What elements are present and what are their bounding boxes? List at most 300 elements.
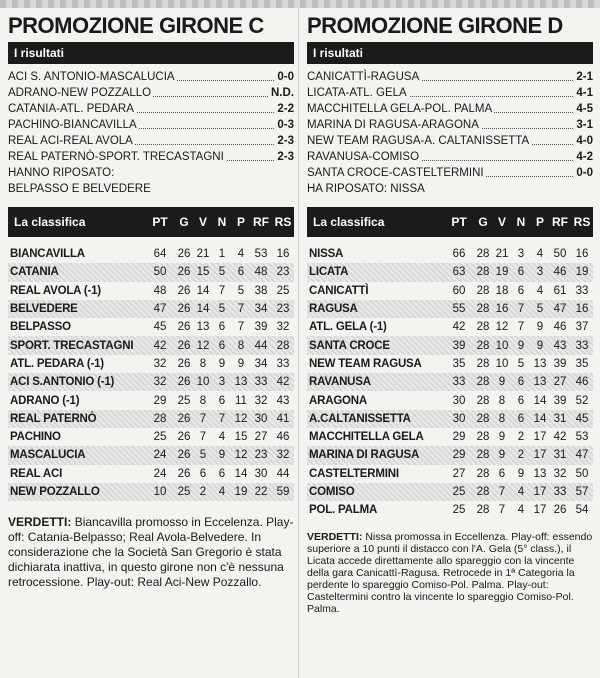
stat-v: 5 xyxy=(199,449,207,462)
result-score: 4-5 xyxy=(576,103,593,115)
stat-rs: 33 xyxy=(276,357,290,370)
stat-n: 4 xyxy=(517,504,525,517)
stat-g: 28 xyxy=(476,394,490,407)
stat-pt: 55 xyxy=(452,303,466,316)
result-row xyxy=(307,149,593,165)
stat-v: 10 xyxy=(495,339,509,352)
stat-p: 13 xyxy=(234,376,248,389)
stat-p: 7 xyxy=(237,303,245,316)
stat-g: 26 xyxy=(177,248,191,261)
result-row xyxy=(8,117,294,133)
stat-v: 9 xyxy=(498,376,506,389)
stat-p: 4 xyxy=(536,284,544,297)
col-header-g: G xyxy=(179,215,189,229)
stat-n: 3 xyxy=(218,376,226,389)
stat-g: 28 xyxy=(476,321,490,334)
stat-rf: 50 xyxy=(553,248,567,261)
stat-n: 6 xyxy=(218,321,226,334)
stat-p: 7 xyxy=(237,321,245,334)
stat-pt: 42 xyxy=(452,321,466,334)
top-border-strip xyxy=(0,0,600,8)
result-row xyxy=(307,133,593,149)
team-name: NISSA xyxy=(309,248,344,261)
stat-pt: 29 xyxy=(452,449,466,462)
stat-n: 6 xyxy=(517,394,525,407)
col-header-rs: RS xyxy=(573,215,591,229)
stat-rs: 43 xyxy=(276,394,290,407)
col-header-g: G xyxy=(478,215,488,229)
stat-g: 26 xyxy=(177,321,191,334)
stat-n: 4 xyxy=(218,431,226,444)
stat-rf: 23 xyxy=(254,449,268,462)
stat-v: 10 xyxy=(495,357,509,370)
stat-v: 18 xyxy=(495,284,509,297)
stat-rs: 16 xyxy=(575,303,589,316)
stat-rs: 54 xyxy=(575,504,589,517)
stat-p: 14 xyxy=(533,412,547,425)
team-name: CASTELTERMINI xyxy=(309,467,399,480)
team-name: REAL PATERNÒ xyxy=(10,412,97,425)
team-name: ATL. PEDARA (-1) xyxy=(10,357,104,370)
stat-rf: 47 xyxy=(553,303,567,316)
result-match: NEW TEAM RAGUSA-A. CALTANISSETTA xyxy=(307,135,530,147)
team-name: SANTA CROCE xyxy=(309,339,390,352)
stat-g: 26 xyxy=(177,467,191,480)
stat-pt: 39 xyxy=(452,339,466,352)
result-row xyxy=(307,117,593,133)
stat-rf: 30 xyxy=(254,412,268,425)
stat-rs: 47 xyxy=(575,449,589,462)
stat-rs: 52 xyxy=(575,394,589,407)
result-match: PACHINO-BIANCAVILLA xyxy=(8,119,137,131)
table-row xyxy=(307,318,593,336)
stat-pt: 64 xyxy=(153,248,167,261)
stat-g: 25 xyxy=(177,486,191,498)
stat-n: 6 xyxy=(517,376,525,389)
table-row xyxy=(307,446,593,464)
stat-p: 5 xyxy=(237,284,245,297)
col-header-rf: RF xyxy=(552,215,568,229)
stat-rs: 46 xyxy=(575,376,589,389)
rest-teams: BELPASSO E BELVEDERE xyxy=(8,183,151,195)
stat-v: 15 xyxy=(196,266,210,279)
verdetti-text: Nissa promossa in Eccellenza. Play-off: essendo superiore a 10 punti il distacco con l'A. Gela (5° class.), il Licata accede direttamente allo spareggio con la vincente della gara Canicattì-Ragusa. Retrocede in 1ª Categoria la perdente lo spareggio Comiso-Pol. Palma. Play-out: Casteltermini contro la vincente lo spareggio Comiso-Pol. Palma. xyxy=(307,531,593,616)
stat-rs: 53 xyxy=(575,431,589,444)
result-score: N.D. xyxy=(271,87,294,99)
stat-rs: 16 xyxy=(575,248,589,261)
stat-n: 1 xyxy=(218,248,226,261)
verdetti-label: VERDETTI: xyxy=(8,515,72,530)
stat-rs: 35 xyxy=(575,357,589,370)
team-name: MACCHITELLA GELA xyxy=(309,431,424,444)
stat-rs: 23 xyxy=(276,266,290,279)
table-row xyxy=(307,501,593,519)
girone-c-title: PROMOZIONE GIRONE C xyxy=(8,13,264,38)
stat-pt: 25 xyxy=(452,486,466,498)
result-score: 4-1 xyxy=(576,87,593,99)
stat-v: 12 xyxy=(495,321,509,334)
stat-n: 9 xyxy=(517,467,525,480)
team-name: LICATA xyxy=(309,266,349,279)
stat-rf: 39 xyxy=(553,357,567,370)
stat-rf: 46 xyxy=(553,321,567,334)
stat-rs: 46 xyxy=(276,431,290,444)
table-row xyxy=(307,391,593,409)
stat-rs: 28 xyxy=(276,339,290,352)
result-score: 4-2 xyxy=(576,151,593,163)
stat-v: 10 xyxy=(196,376,210,389)
table-row xyxy=(307,263,593,281)
stat-n: 2 xyxy=(517,449,525,462)
stat-pt: 25 xyxy=(452,504,466,517)
result-match: ACI S. ANTONIO-MASCALUCIA xyxy=(8,71,175,83)
table-row xyxy=(8,428,294,446)
stat-pt: 60 xyxy=(452,284,466,297)
standings-label: La classifica xyxy=(14,215,86,229)
table-row xyxy=(8,300,294,318)
stat-rs: 25 xyxy=(276,284,290,297)
stat-g: 28 xyxy=(476,449,490,462)
stat-v: 7 xyxy=(199,412,207,425)
stat-v: 13 xyxy=(196,321,210,334)
result-match: CATANIA-ATL. PEDARA xyxy=(8,103,134,115)
table-row xyxy=(307,282,593,300)
stat-n: 4 xyxy=(218,486,226,498)
stat-rf: 34 xyxy=(254,303,268,316)
girone-d-verdetti xyxy=(307,531,593,615)
stat-n: 5 xyxy=(517,357,525,370)
stat-v: 12 xyxy=(196,339,210,352)
standings-label: La classifica xyxy=(313,215,385,229)
stat-p: 17 xyxy=(533,504,547,517)
stat-p: 9 xyxy=(536,321,544,334)
stat-v: 14 xyxy=(196,303,210,316)
team-name: SPORT. TRECASTAGNI xyxy=(10,339,134,352)
team-name: PACHINO xyxy=(10,431,61,444)
stat-rs: 33 xyxy=(575,284,589,297)
stat-rf: 33 xyxy=(254,376,268,389)
table-row xyxy=(8,483,294,501)
result-row xyxy=(307,101,593,117)
table-row xyxy=(8,336,294,354)
stat-v: 6 xyxy=(199,467,207,480)
stat-rf: 53 xyxy=(254,248,268,261)
stat-v: 6 xyxy=(498,467,506,480)
stat-g: 26 xyxy=(177,357,191,370)
table-row xyxy=(8,446,294,464)
team-name: REAL AVOLA (-1) xyxy=(10,284,101,297)
girone-d-results xyxy=(307,69,593,197)
team-name: ACI S.ANTONIO (-1) xyxy=(10,376,115,389)
stat-n: 7 xyxy=(218,284,226,297)
stat-p: 12 xyxy=(234,412,248,425)
stat-p: 5 xyxy=(536,303,544,316)
stat-v: 9 xyxy=(498,449,506,462)
stat-p: 4 xyxy=(536,248,544,261)
stat-p: 11 xyxy=(235,394,247,407)
stat-rf: 31 xyxy=(553,449,567,462)
stat-n: 6 xyxy=(517,412,525,425)
stat-rf: 42 xyxy=(553,431,567,444)
stat-g: 25 xyxy=(177,394,191,407)
stat-rf: 22 xyxy=(254,486,268,498)
stat-rs: 16 xyxy=(276,248,290,261)
result-match: SANTA CROCE-CASTELTERMINI xyxy=(307,167,484,179)
col-header-rs: RS xyxy=(274,215,292,229)
stat-rs: 45 xyxy=(575,412,589,425)
stat-n: 6 xyxy=(517,266,525,279)
stat-n: 9 xyxy=(517,339,525,352)
stat-n: 9 xyxy=(218,449,226,462)
stat-pt: 29 xyxy=(153,394,167,407)
result-match: REAL ACI-REAL AVOLA xyxy=(8,135,133,147)
stat-g: 28 xyxy=(476,431,490,444)
table-row xyxy=(307,373,593,391)
stat-rs: 32 xyxy=(276,449,290,462)
team-name: ATL. GELA (-1) xyxy=(309,321,387,334)
col-header-pt: PT xyxy=(152,215,168,229)
stat-rf: 61 xyxy=(553,284,567,297)
table-row xyxy=(8,318,294,336)
table-row xyxy=(307,245,593,263)
stat-p: 17 xyxy=(533,431,547,444)
stat-pt: 32 xyxy=(153,376,167,389)
table-row xyxy=(307,483,593,501)
table-row xyxy=(8,263,294,281)
stat-pt: 33 xyxy=(452,376,466,389)
stat-p: 13 xyxy=(533,376,547,389)
table-row xyxy=(307,336,593,354)
result-row xyxy=(307,85,593,101)
stat-g: 28 xyxy=(476,266,490,279)
stat-p: 19 xyxy=(234,486,248,498)
stat-rf: 48 xyxy=(254,266,268,279)
stat-rs: 59 xyxy=(276,486,290,498)
stat-rf: 38 xyxy=(254,284,268,297)
result-score: 0-3 xyxy=(277,119,294,131)
stat-g: 26 xyxy=(177,376,191,389)
stat-pt: 35 xyxy=(452,357,466,370)
stat-rf: 26 xyxy=(553,504,567,517)
stat-v: 16 xyxy=(495,303,509,316)
stat-g: 28 xyxy=(476,376,490,389)
girone-c-standings-header xyxy=(8,207,294,237)
stat-pt: 45 xyxy=(153,321,167,334)
stat-v: 7 xyxy=(199,431,207,444)
stat-pt: 24 xyxy=(153,449,167,462)
stat-g: 28 xyxy=(476,412,490,425)
col-header-rf: RF xyxy=(253,215,269,229)
table-row xyxy=(307,300,593,318)
column-divider xyxy=(298,8,299,678)
team-name: REAL ACI xyxy=(10,467,63,480)
team-name: ADRANO (-1) xyxy=(10,394,80,407)
stat-pt: 30 xyxy=(452,412,466,425)
stat-n: 6 xyxy=(517,284,525,297)
stat-v: 21 xyxy=(196,248,210,261)
stat-v: 8 xyxy=(498,394,506,407)
stat-v: 21 xyxy=(495,248,509,261)
stat-v: 2 xyxy=(199,486,207,498)
stat-rf: 34 xyxy=(254,357,268,370)
result-score: 2-1 xyxy=(576,71,593,83)
stat-n: 6 xyxy=(218,467,226,480)
stat-rs: 33 xyxy=(575,339,589,352)
stat-p: 4 xyxy=(237,248,245,261)
stat-n: 7 xyxy=(218,412,226,425)
result-score: 2-3 xyxy=(277,151,294,163)
stat-g: 28 xyxy=(476,486,490,498)
stat-p: 14 xyxy=(533,394,547,407)
girone-c-results xyxy=(8,69,294,197)
stat-pt: 42 xyxy=(153,339,167,352)
team-name: POL. PALMA xyxy=(309,504,378,517)
girone-c-verdetti xyxy=(8,515,294,590)
result-row xyxy=(307,165,593,181)
stat-pt: 28 xyxy=(153,412,167,425)
stat-pt: 30 xyxy=(452,394,466,407)
stat-g: 28 xyxy=(476,504,490,517)
stat-p: 14 xyxy=(234,467,248,480)
result-score: 0-0 xyxy=(576,167,593,179)
team-name: CANICATTÌ xyxy=(309,284,369,297)
stat-rf: 39 xyxy=(553,394,567,407)
table-row xyxy=(307,355,593,373)
stat-p: 3 xyxy=(536,266,544,279)
girone-c-standings-table xyxy=(8,245,294,501)
table-row xyxy=(8,391,294,409)
result-score: 2-2 xyxy=(277,103,294,115)
result-match: MACCHITELLA GELA-POL. PALMA xyxy=(307,103,493,115)
stat-n: 9 xyxy=(218,357,226,370)
table-row xyxy=(8,465,294,483)
table-row xyxy=(8,282,294,300)
table-row xyxy=(8,373,294,391)
stat-v: 19 xyxy=(495,266,509,279)
stat-n: 5 xyxy=(218,303,226,316)
stat-rs: 41 xyxy=(276,412,290,425)
girone-d-standings-table xyxy=(307,245,593,519)
stat-g: 26 xyxy=(177,449,191,462)
result-score: 0-0 xyxy=(277,71,294,83)
rest-label: HANNO RIPOSATO: xyxy=(8,167,115,179)
stat-rs: 42 xyxy=(276,376,290,389)
stat-pt: 48 xyxy=(153,284,167,297)
stat-rs: 32 xyxy=(276,321,290,334)
team-name: MASCALUCIA xyxy=(10,449,86,462)
team-name: COMISO xyxy=(309,486,355,498)
stat-g: 26 xyxy=(177,266,191,279)
stat-p: 17 xyxy=(533,449,547,462)
stat-pt: 24 xyxy=(153,467,167,480)
col-header-v: V xyxy=(497,215,506,229)
stat-g: 28 xyxy=(476,467,490,480)
stat-g: 28 xyxy=(476,339,490,352)
table-row xyxy=(307,465,593,483)
girone-c-column xyxy=(8,10,294,590)
result-score: 2-3 xyxy=(277,135,294,147)
stat-g: 28 xyxy=(476,303,490,316)
stat-g: 28 xyxy=(476,284,490,297)
table-row xyxy=(307,410,593,428)
stat-v: 8 xyxy=(498,412,506,425)
result-match: CANICATTÌ-RAGUSA xyxy=(307,71,420,83)
stat-v: 9 xyxy=(498,431,506,444)
stat-rf: 30 xyxy=(254,467,268,480)
stat-n: 4 xyxy=(517,486,525,498)
team-name: CATANIA xyxy=(10,266,59,279)
team-name: NEW POZZALLO xyxy=(10,486,100,498)
stat-p: 9 xyxy=(536,339,544,352)
team-name: RAGUSA xyxy=(309,303,358,316)
stat-n: 6 xyxy=(218,339,226,352)
stat-rf: 43 xyxy=(553,339,567,352)
stat-p: 13 xyxy=(533,467,547,480)
stat-n: 3 xyxy=(517,248,525,261)
result-score: 4-0 xyxy=(576,135,593,147)
col-header-n: N xyxy=(217,215,227,229)
col-header-pt: PT xyxy=(451,215,467,229)
stat-rs: 44 xyxy=(276,467,290,480)
stat-rf: 27 xyxy=(553,376,567,389)
result-row xyxy=(8,101,294,117)
table-row xyxy=(8,355,294,373)
stat-n: 5 xyxy=(218,266,226,279)
result-match: LICATA-ATL. GELA xyxy=(307,87,407,99)
stat-rs: 50 xyxy=(575,467,589,480)
col-header-v: V xyxy=(198,215,207,229)
stat-rs: 37 xyxy=(575,321,589,334)
stat-n: 6 xyxy=(218,394,226,407)
result-match: REAL PATERNÒ-SPORT. TRECASTAGNI xyxy=(8,151,224,163)
result-row xyxy=(307,69,593,85)
col-header-n: N xyxy=(516,215,526,229)
stat-pt: 47 xyxy=(153,303,167,316)
girone-d-results-header: I risultati xyxy=(307,42,593,64)
stat-pt: 10 xyxy=(153,486,167,498)
stat-pt: 27 xyxy=(452,467,466,480)
girone-d-title: PROMOZIONE GIRONE D xyxy=(307,13,563,38)
stat-rs: 19 xyxy=(575,266,589,279)
col-header-p: P xyxy=(236,215,245,229)
stat-g: 26 xyxy=(177,303,191,316)
girone-c-results-header: I risultati xyxy=(8,42,294,64)
stat-p: 6 xyxy=(237,266,245,279)
stat-rf: 32 xyxy=(254,394,268,407)
stat-g: 26 xyxy=(177,431,191,444)
team-name: MARINA DI RAGUSA xyxy=(309,449,420,462)
team-name: ARAGONA xyxy=(309,394,368,407)
result-score: 3-1 xyxy=(576,119,593,131)
stat-g: 26 xyxy=(177,339,191,352)
stat-v: 7 xyxy=(498,486,506,498)
verdetti-label: VERDETTI: xyxy=(307,531,363,544)
stat-rf: 31 xyxy=(553,412,567,425)
stat-p: 9 xyxy=(237,357,245,370)
result-match: MARINA DI RAGUSA-ARAGONA xyxy=(307,119,479,131)
stat-v: 8 xyxy=(199,357,207,370)
stat-pt: 66 xyxy=(452,248,466,261)
result-match: RAVANUSA-COMISO xyxy=(307,151,420,163)
result-row xyxy=(8,85,294,101)
team-name: A.CALTANISSETTA xyxy=(309,412,411,425)
girone-d-column xyxy=(307,10,593,615)
stat-pt: 25 xyxy=(153,431,167,444)
stat-rs: 57 xyxy=(575,486,589,498)
result-row xyxy=(8,133,294,149)
table-row xyxy=(307,428,593,446)
stat-pt: 50 xyxy=(153,266,167,279)
